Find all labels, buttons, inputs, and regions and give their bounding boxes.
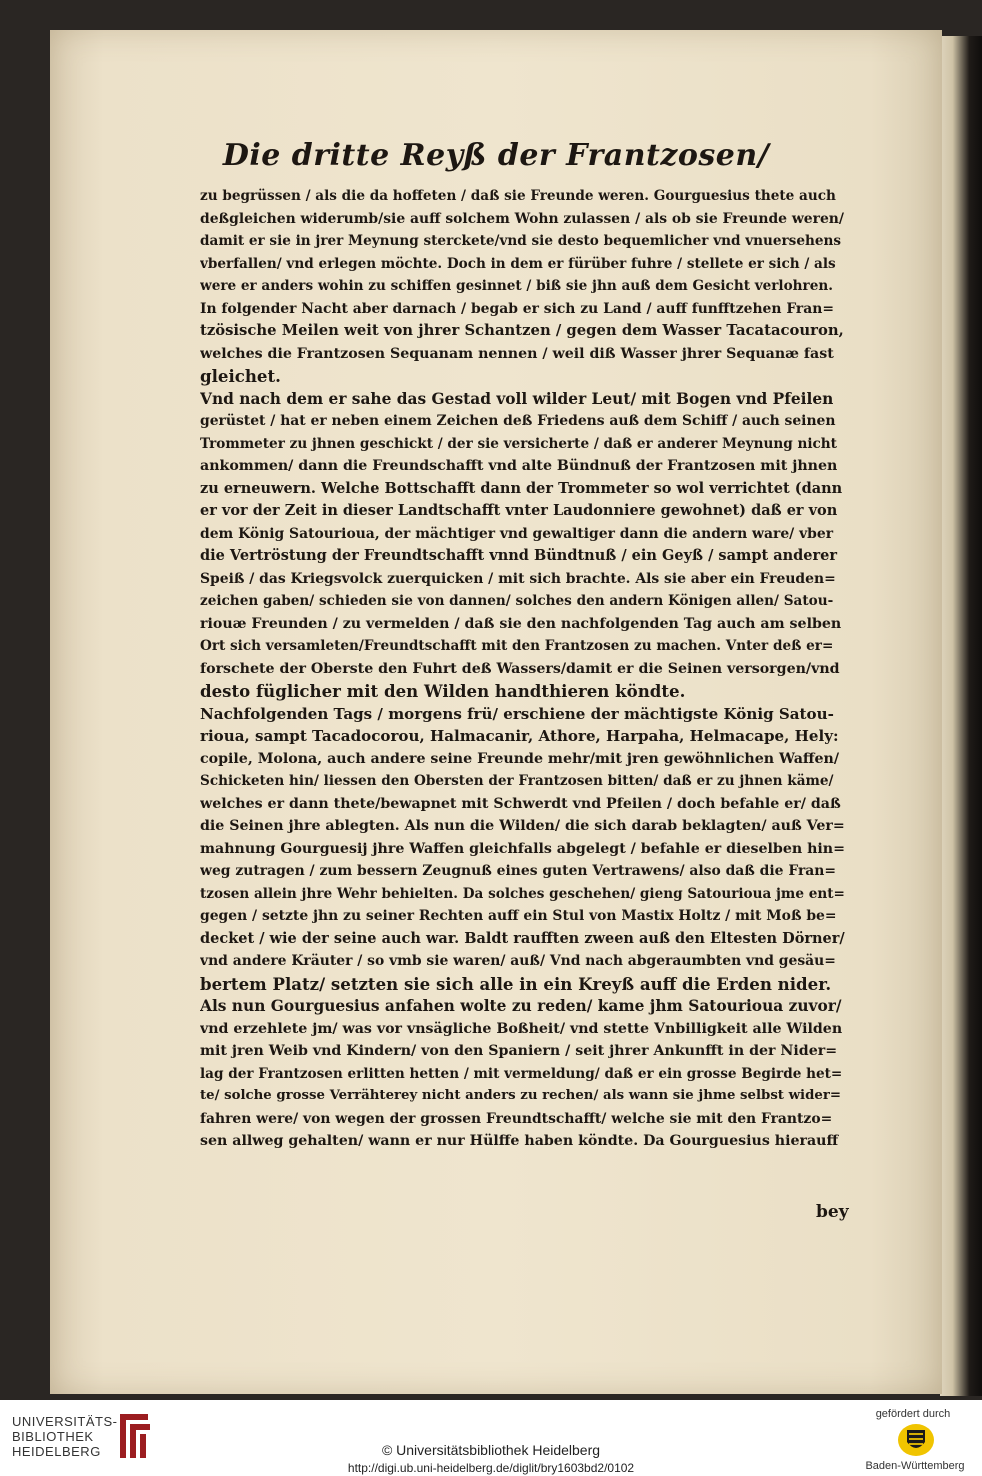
text-line: Schicketen hin/ liessen den Obersten der Frantzosen bitten/ daß er zu jhnen käme/ — [200, 773, 834, 789]
text-line: desto füglicher mit den Wilden handthieren köndte. — [200, 681, 686, 701]
text-line: forschete der Oberste den Fuhrt deß Wassers/damit er die Seinen versorgen/vnd — [200, 660, 840, 677]
text-line: rioua, sampt Tacadocorou, Halmacanir, Athore, Harpaha, Helmacape, Hely: — [200, 727, 839, 745]
funder-label: Baden-Württemberg — [865, 1460, 965, 1472]
text-line: Vnd nach dem er sahe das Gestad voll wilder Leut/ mit Bogen vnd Pfeilen — [200, 389, 834, 408]
text-line: weg zutragen / zum bessern Zeugnuß eines guten Vertrawens/ also daß die Fran= — [200, 863, 837, 879]
text-line: er vor der Zeit in dieser Landtschafft vnter Laudonniere gewohnet) daß er von — [200, 502, 838, 519]
text-line: sen allweg gehalten/ wann er nur Hülffe haben köndte. Da Gourguesius hierauff — [200, 1133, 839, 1149]
text-line: damit er sie in jrer Meynung sterckete/vnd sie desto bequemlicher vnd vnuersehens — [200, 233, 842, 249]
text-line: lag der Frantzosen erlitten hetten / mit vermeldung/ daß er ein grosse Begirde het= — [200, 1065, 843, 1082]
copyright-notice: © Universitätsbibliothek Heidelberg — [381, 1442, 601, 1458]
catchword: bey — [816, 1202, 849, 1222]
page-heading: Die dritte Reyß der Frantzosen/ — [222, 138, 770, 173]
permalink[interactable]: http://digi.ub.uni-heidelberg.de/diglit/bry1603bd2/0102 — [347, 1461, 635, 1475]
text-line: Ort sich versamleten/Freundtschafft mit den Frantzosen zu machen. Vnter deß er= — [200, 638, 834, 654]
text-line: te/ solche grosse Verrähterey nicht anders zu rechen/ als wann sie jhme selbst wider= — [200, 1088, 841, 1103]
text-line: vnd erzehlete jm/ was vor vnsägliche Boßheit/ vnd stette Vnbilligkeit alle Wilden — [200, 1020, 843, 1037]
text-line: dem König Satourioua, der mächtiger vnd gewaltiger dann die andern ware/ vber — [200, 525, 834, 542]
text-line: Nachfolgenden Tags / morgens frü/ erschiene der mächtigste König Satou- — [200, 704, 834, 723]
body-text — [200, 185, 845, 1153]
text-line: zu begrüssen / als die da hoffeten / daß sie Freunde weren. Gourguesius thete auch — [200, 188, 836, 204]
funded-by-label: gefördert durch — [875, 1408, 951, 1420]
baden-wuerttemberg-crest-icon[interactable] — [896, 1422, 936, 1458]
text-line: gleichet. — [200, 366, 281, 386]
text-line: Als nun Gourguesius anfahen wolte zu reden/ kame jhm Satourioua zuvor/ — [200, 997, 842, 1015]
text-line: riouæ Freunden / zu vermelden / daß sie den nachfolgenden Tag auch am selben — [200, 615, 842, 632]
text-line: die Seinen jhre ablegten. Als nun die Wilden/ die sich darab beklagten/ auß Ver= — [200, 818, 845, 834]
text-line: zeichen gaben/ schieden sie von dannen/ solches den andern Königen allen/ Satou- — [200, 593, 834, 609]
text-line: gegen / setzte jhn zu seiner Rechten auff ein Stul von Mastix Holtz / mit Moß be= — [200, 908, 837, 924]
text-line: mahnung Gourguesij jhre Waffen gleichfalls abgelegt / befahle er dieselben hin= — [200, 840, 845, 857]
university-line: BIBLIOTHEK — [12, 1429, 94, 1444]
text-line: fahren were/ von wegen der grossen Freundtschafft/ welche sie mit den Frantzo= — [200, 1110, 833, 1127]
text-line: zu erneuwern. Welche Bottschafft dann der Trommeter so wol verrichtet (dann — [200, 479, 843, 497]
text-line: welches die Frantzosen Sequanam nennen / weil diß Wasser jhrer Sequanæ fast — [200, 345, 834, 362]
text-line: In folgender Nacht aber darnach / begab er sich zu Land / auff funfftzehen Fran= — [200, 300, 834, 317]
text-line: deßgleichen widerumb/sie auff solchem Wohn zulassen / als ob sie Freunde weren/ — [200, 210, 844, 227]
text-line: bertem Platz/ setzten sie sich alle in ein Kreyß auff die Erden nider. — [200, 973, 832, 994]
text-line: were er anders wohin zu schiffen gesinnet / biß sie jhn auß dem Gesicht verlohren. — [200, 278, 833, 294]
text-line: tzosen allein jhre Wehr behielten. Da solches geschehen/ gieng Satourioua jme ent= — [200, 885, 845, 902]
text-line: vberfallen/ vnd erlegen möchte. Doch in dem er fürüber fuhre / stellete er sich / als — [200, 255, 836, 272]
book-page — [50, 30, 942, 1394]
text-line: welches er dann thete/bewapnet mit Schwerdt vnd Pfeilen / doch befahle er/ daß — [200, 795, 841, 812]
text-line: copile, Molona, auch andere seine Freunde mehr/mit jren gewöhnlichen Waffen/ — [200, 750, 840, 767]
text-line: gerüstet / hat er neben einem Zeichen deß Friedens auß dem Schiff / auch seinen — [200, 413, 836, 429]
university-line: HEIDELBERG — [12, 1444, 101, 1459]
next-page-edge — [940, 36, 982, 1396]
text-line: ankommen/ dann die Freundschafft vnd alte Bündnuß der Frantzosen mit jhnen — [200, 458, 838, 474]
text-line: mit jren Weib vnd Kindern/ von den Spaniern / seit jhrer Ankunfft in der Nider= — [200, 1043, 838, 1059]
text-line: Trommeter zu jhnen geschickt / der sie versicherte / daß er anderer Meynung nicht — [200, 435, 837, 452]
text-line: tzösische Meilen weit von jhrer Schantzen / gegen dem Wasser Tacatacouron, — [200, 322, 844, 339]
footer — [0, 1400, 982, 1476]
text-line: decket / wie der seine auch war. Baldt raufften zween auß den Eltesten Dörner/ — [200, 929, 845, 947]
university-line: UNIVERSITÄTS- — [12, 1414, 118, 1429]
text-line: vnd andere Kräuter / so vmb sie waren/ auß/ Vnd nach abgeraumbten vnd gesäu= — [200, 953, 836, 969]
text-line: Speiß / das Kriegsvolck zuerquicken / mit sich brachte. Als sie aber ein Freuden= — [200, 570, 836, 587]
text-line: die Vertröstung der Freundtschafft vnnd Bündtnuß / ein Geyß / sampt anderer — [200, 547, 838, 564]
